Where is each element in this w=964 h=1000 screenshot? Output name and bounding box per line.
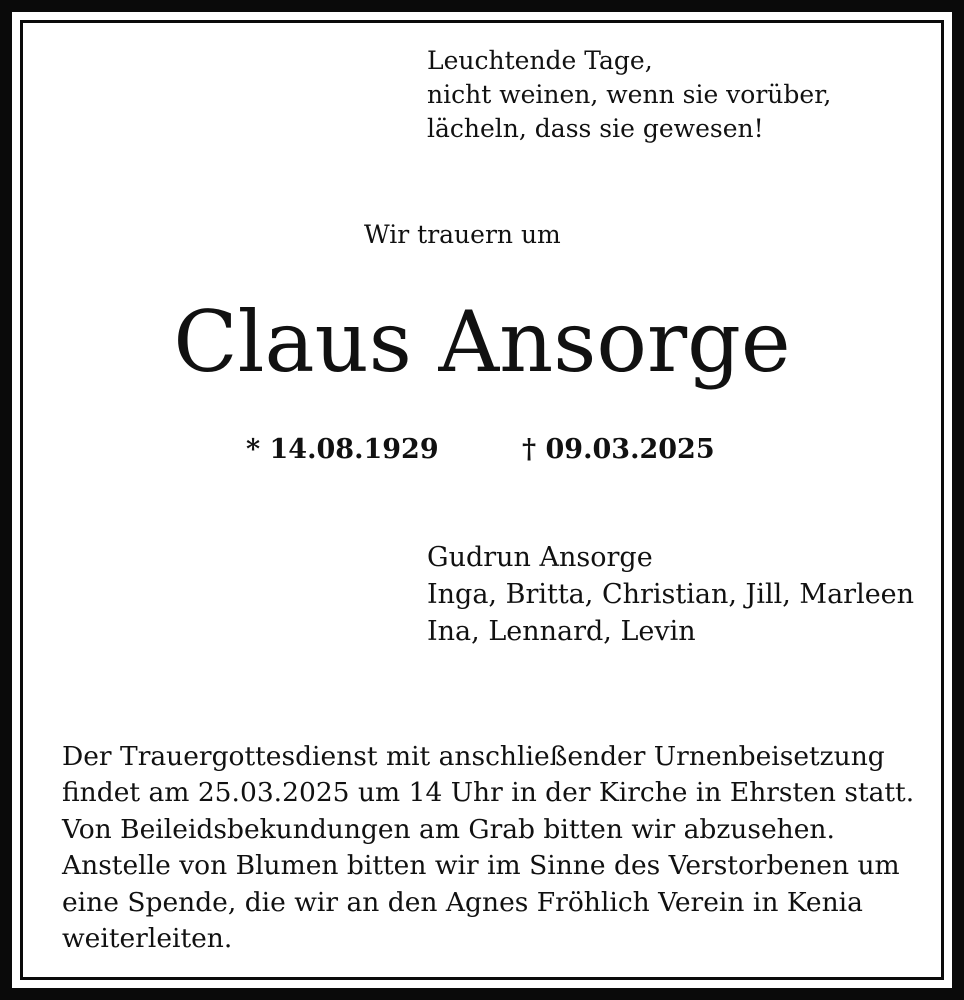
mourner-line: Ina, Lennard, Levin: [427, 616, 696, 647]
birth-date: * 14.08.1929: [246, 434, 439, 465]
mourner-line: Inga, Britta, Christian, Jill, Marleen: [427, 579, 915, 610]
death-date: † 09.03.2025: [522, 434, 715, 465]
motto-line: lächeln, dass sie gewesen!: [427, 114, 764, 143]
mourner-line: Gudrun Ansorge: [427, 542, 653, 573]
intro-text: Wir trauern um: [364, 220, 561, 249]
notice-line: Der Trauergottesdienst mit anschließender Urnenbeisetzung: [62, 741, 885, 772]
notice-line: weiterleiten.: [62, 923, 233, 955]
deceased-name: Claus Ansorge: [173, 293, 791, 391]
motto-line: Leuchtende Tage,: [427, 46, 653, 75]
notice-line: findet am 25.03.2025 um 14 Uhr in der Kirche in Ehrsten statt.: [62, 777, 915, 809]
notice-line: eine Spende, die wir an den Agnes Fröhlich Verein in Kenia: [62, 886, 863, 918]
notice-line: Von Beileidsbekundungen am Grab bitten wir abzusehen.: [62, 813, 835, 845]
motto-line: nicht weinen, wenn sie vorüber,: [427, 80, 832, 109]
funeral-notice: [62, 739, 914, 957]
notice-line: Anstelle von Blumen bitten wir im Sinne des Verstorbenen um: [62, 850, 900, 882]
motto-verse: [427, 44, 831, 146]
mourners-list: [427, 539, 914, 650]
